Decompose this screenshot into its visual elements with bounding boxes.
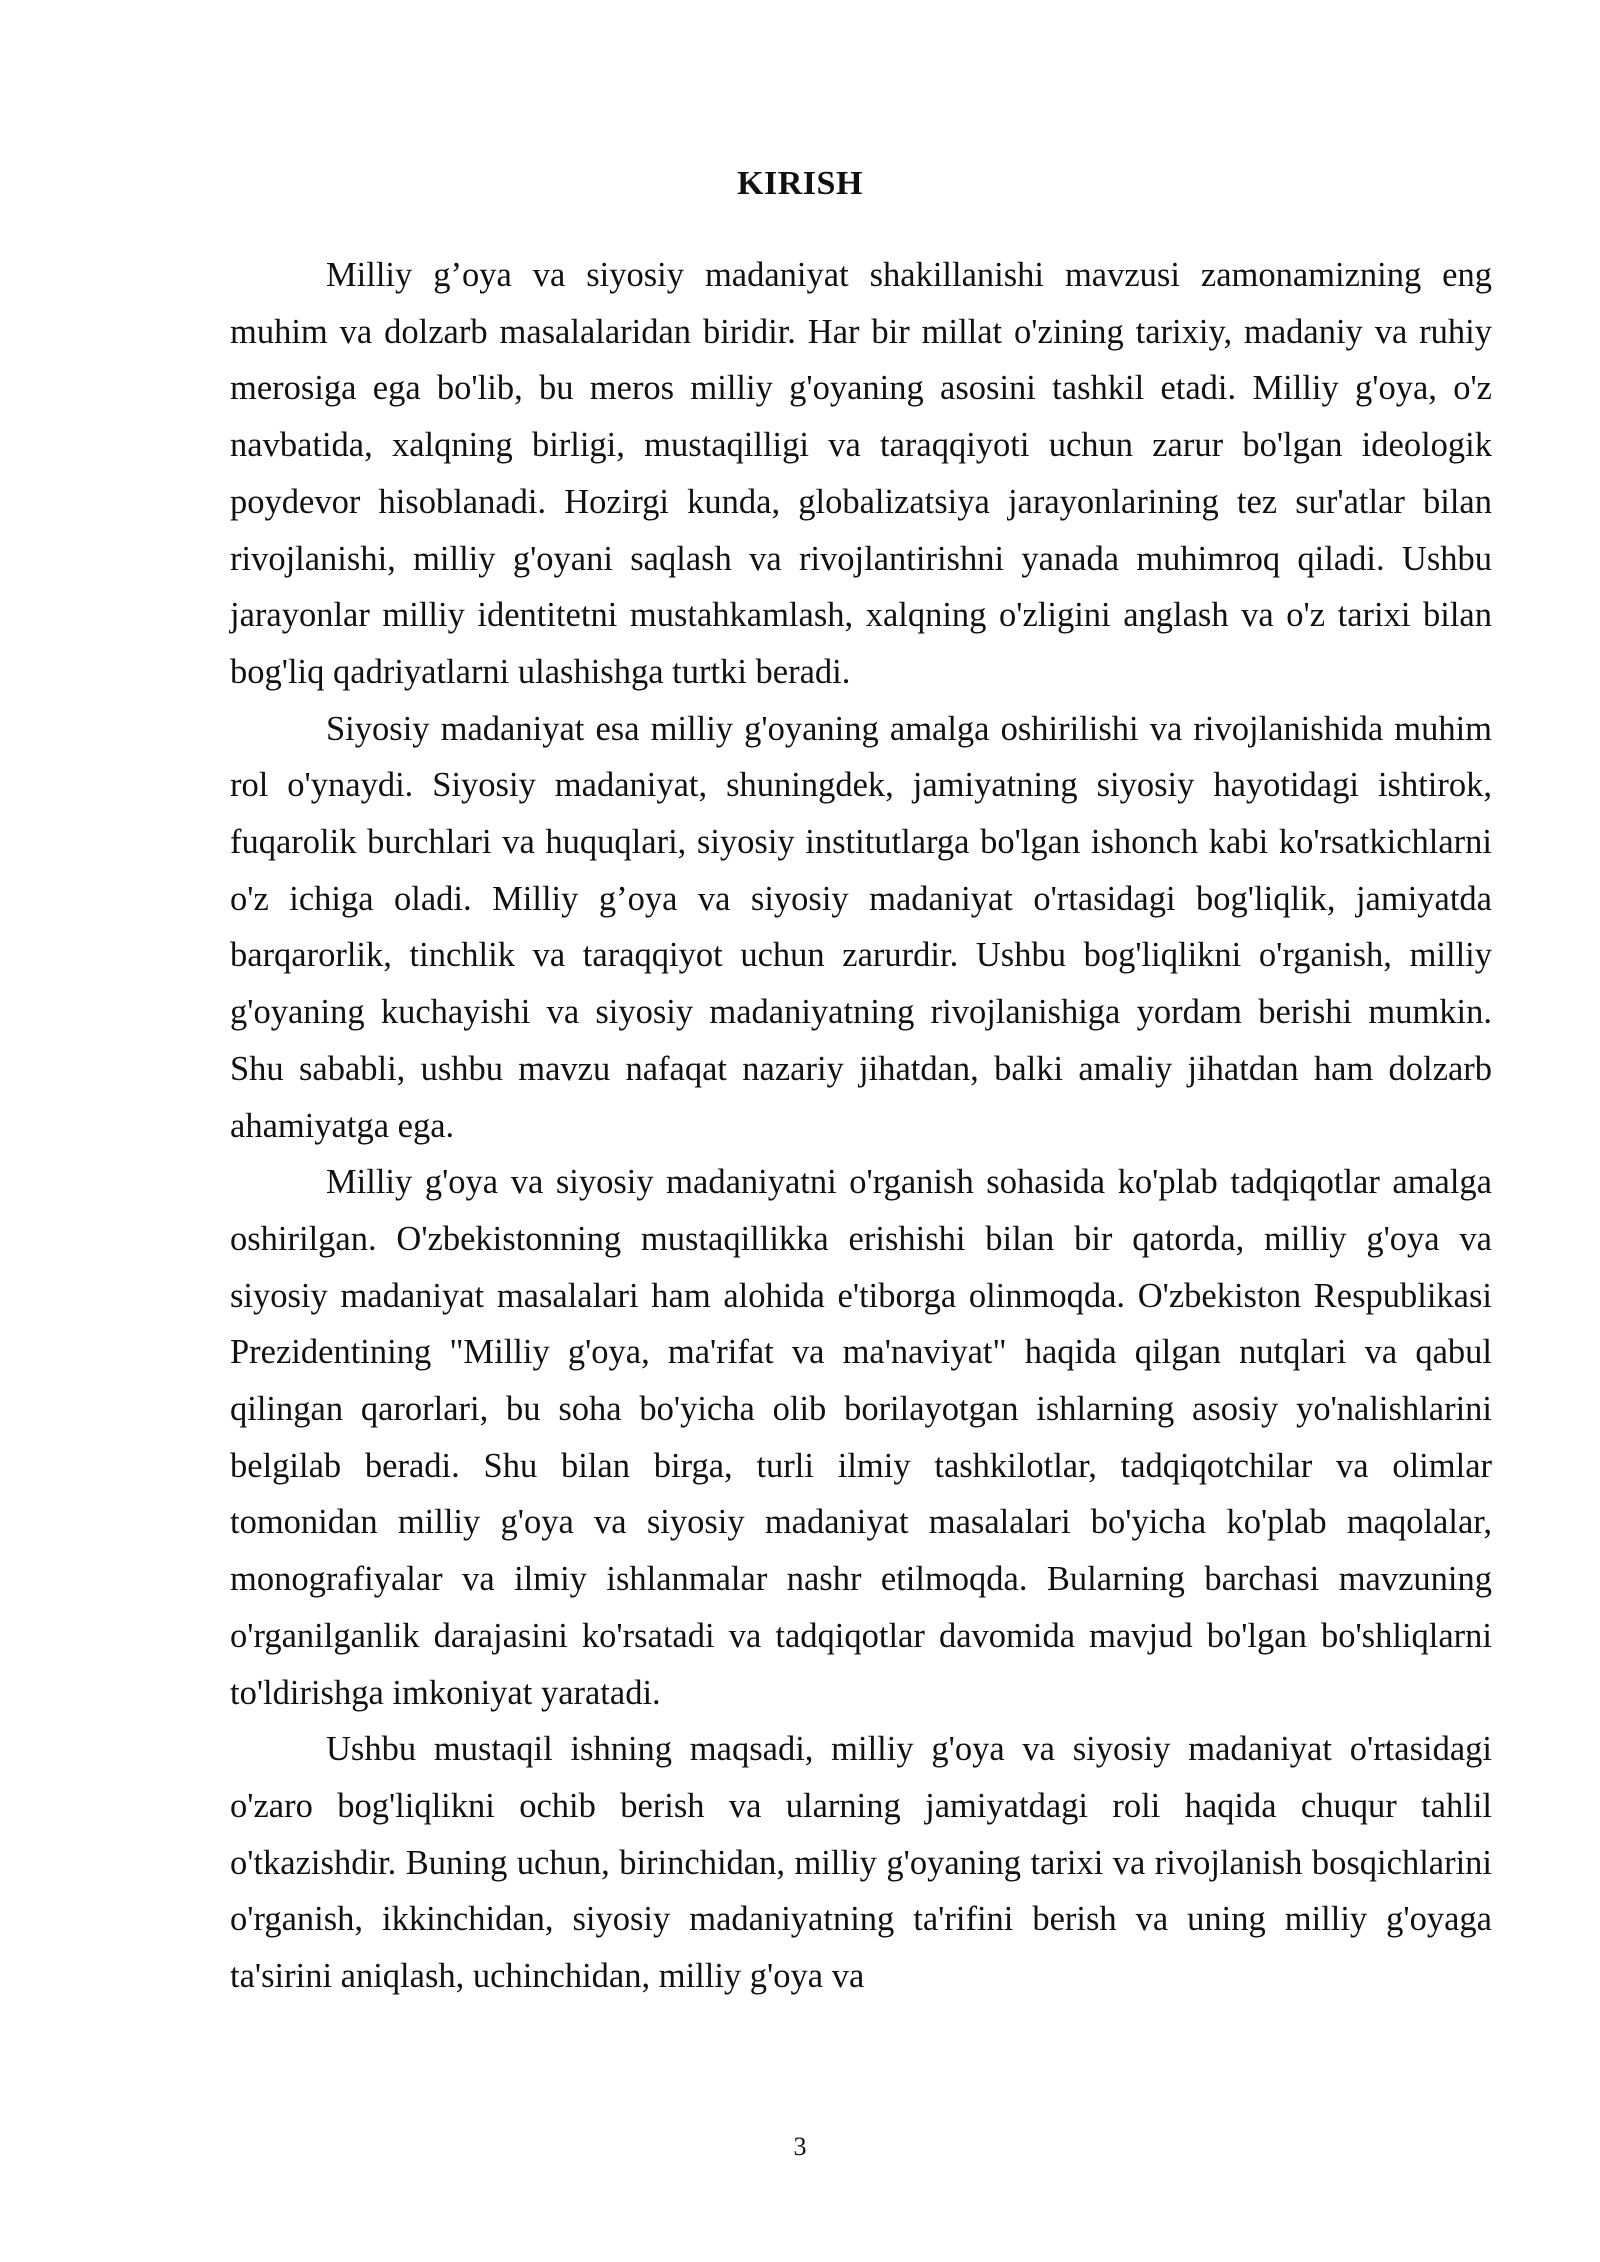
paragraph-4: Ushbu mustaqil ishning maqsadi, milliy g'oya va siyosiy madaniyat o'rtasidagi o'zaro bog'liqlikni ochib berish va ularning jamiyatdagi roli haqida chuqur tahlil o'tkazishdir. Buning uchun, birinchidan, milliy g'oyaning tarixi va rivojlanish bosqichlarini o'rganish, ikkinchidan, siyosiy madaniyatning ta'rifini berish va uning milliy g'oyaga ta'sirini aniqlash, uchinchidan, milliy g'oya va <box>230 1730 1492 1996</box>
body-text <box>230 247 1492 2005</box>
paragraph-2: Siyosiy madaniyat esa milliy g'oyaning amalga oshirilishi va rivojlanishida muhim rol o'ynaydi. Siyosiy madaniyat, shuningdek, jamiyatning siyosiy hayotidagi ishtirok, fuqarolik burchlari va huquqlari, siyosiy institutlarga bo'lgan ishonch kabi ko'rsatkichlarni o'z ichiga oladi. Milliy g’oya va siyosiy madaniyat o'rtasidagi bog'liqlik, jamiyatda barqarorlik, tinchlik va taraqqiyot uchun zarurdir. Ushbu bog'liqlikni o'rganish, milliy g'oyaning kuchayishi va siyosiy madaniyatning rivojlanishiga yordam berishi mumkin. Shu sababli, ushbu mavzu nafaqat nazariy jihatdan, balki amaliy jihatdan ham dolzarb ahamiyatga ega. <box>230 709 1492 1145</box>
paragraph-3: Milliy g'oya va siyosiy madaniyatni o'rganish sohasida ko'plab tadqiqotlar amalga oshirilgan. O'zbekistonning mustaqillikka erishishi bilan bir qatorda, milliy g'oya va siyosiy madaniyat masalalari ham alohida e'tiborga olinmoqda. O'zbekiston Respublikasi Prezidentining "Milliy g'oya, ma'rifat va ma'naviyat" haqida qilgan nutqlari va qabul qilingan qarorlari, bu soha bo'yicha olib borilayotgan ishlarning asosiy yo'nalishlarini belgilab beradi. Shu bilan birga, turli ilmiy tashkilotlar, tadqiqotchilar va olimlar tomonidan milliy g'oya va siyosiy madaniyat masalalari bo'yicha ko'plab maqolalar, monografiyalar va ilmiy ishlanmalar nashr etilmoqda. Bularning barchasi mavzuning o'rganilganlik darajasini ko'rsatadi va tadqiqotlar davomida mavjud bo'lgan bo'shliqlarni to'ldirishga imkoniyat yaratadi. <box>230 1163 1492 1712</box>
section-title: KIRISH <box>737 165 863 202</box>
paragraph-1: Milliy g’oya va siyosiy madaniyat shakillanishi mavzusi zamonamizning eng muhim va dolzarb masalalaridan biridir. Har bir millat o'zining tarixiy, madaniy va ruhiy merosiga ega bo'lib, bu meros milliy g'oyaning asosini tashkil etadi. Milliy g'oya, o'z navbatida, xalqning birligi, mustaqilligi va taraqqiyoti uchun zarur bo'lgan ideologik poydevor hisoblanadi. Hozirgi kunda, globalizatsiya jarayonlarining tez sur'atlar bilan rivojlanishi, milliy g'oyani saqlash va rivojlantirishni yanada muhimroq qiladi. Ushbu jarayonlar milliy identitetni mustahkamlash, xalqning o'zligini anglash va o'z tarixi bilan bog'liq qadriyatlarni ulashishga turtki beradi. <box>230 256 1492 691</box>
page-number: 3 <box>793 2132 807 2161</box>
